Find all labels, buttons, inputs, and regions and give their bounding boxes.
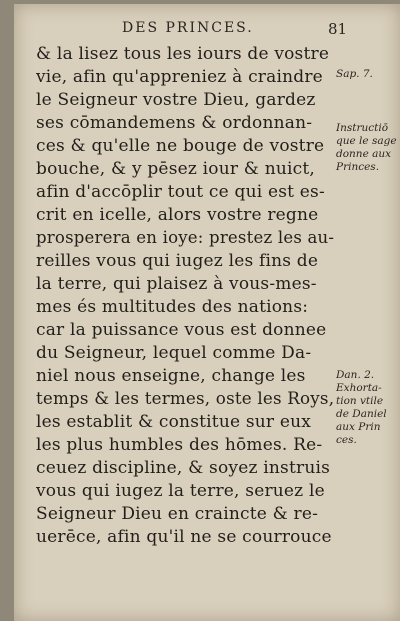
margin-note-line: Instructiō bbox=[336, 122, 389, 134]
running-title: DES PRINCES. bbox=[122, 20, 254, 36]
margin-note-daniel bbox=[336, 369, 400, 447]
margin-note-line: Exhorta- bbox=[336, 382, 382, 394]
text-line: prosperera en ioye: prestez les au- bbox=[36, 228, 335, 248]
text-line: du Seigneur, lequel comme Da- bbox=[36, 343, 312, 363]
text-line: vous qui iugez la terre, seruez le bbox=[36, 481, 325, 501]
margin-note-line: donne aux bbox=[336, 148, 392, 160]
text-line: la terre, qui plaisez à vous-mes- bbox=[36, 274, 317, 294]
text-line: reilles vous qui iugez les fins de bbox=[36, 251, 319, 271]
book-page bbox=[14, 4, 400, 621]
margin-note-instruction bbox=[336, 122, 400, 174]
text-line: ses cōmandemens & ordonnan- bbox=[36, 113, 313, 133]
text-line: ces & qu'elle ne bouge de vostre bbox=[36, 136, 325, 156]
text-line: mes és multitudes des nations: bbox=[36, 297, 309, 317]
text-line: niel nous enseigne, change les bbox=[36, 366, 306, 386]
text-line: ceuez discipline, & soyez instruis bbox=[36, 458, 331, 478]
margin-note-line: ces. bbox=[336, 434, 357, 446]
page-number: 81 bbox=[328, 20, 348, 38]
text-line: vie, afin qu'appreniez à craindre bbox=[36, 67, 323, 87]
text-line: crit en icelle, alors vostre regne bbox=[36, 205, 319, 225]
text-line: afin d'accōplir tout ce qui est es- bbox=[36, 182, 325, 202]
text-line: les establit & constitue sur eux bbox=[36, 412, 312, 432]
margin-note-line: tion vtile bbox=[336, 395, 384, 407]
text-line: temps & les termes, oste les Roys, bbox=[36, 389, 335, 409]
margin-note-sap bbox=[336, 68, 400, 81]
margin-note-line: Princes. bbox=[336, 161, 380, 173]
margin-note-line: que le sage bbox=[336, 135, 397, 147]
text-line: car la puissance vous est donnee bbox=[36, 320, 327, 340]
text-line: uerēce, afin qu'il ne se courrouce bbox=[36, 527, 332, 547]
running-header bbox=[122, 20, 400, 36]
text-line: le Seigneur vostre Dieu, gardez bbox=[36, 90, 316, 110]
text-line: les plus humbles des hōmes. Re- bbox=[36, 435, 323, 455]
margin-note-line: Dan. 2. bbox=[336, 369, 375, 381]
margin-note-line: de Daniel bbox=[336, 408, 387, 420]
text-line: bouche, & y pēsez iour & nuict, bbox=[36, 159, 316, 179]
text-line: Seigneur Dieu en craincte & re- bbox=[36, 504, 319, 524]
text-line: & la lisez tous les iours de vostre bbox=[36, 44, 330, 64]
margin-note-line: aux Prin bbox=[336, 421, 381, 433]
margin-note-line: Sap. 7. bbox=[336, 68, 373, 80]
